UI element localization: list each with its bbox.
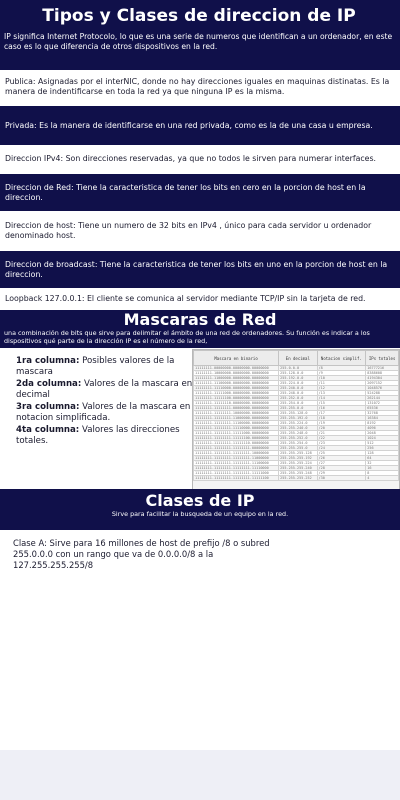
table-cell: 262144 [366, 396, 399, 401]
table-cell: 255.248.0.0 [279, 391, 317, 396]
table-cell: 255.255.255.252 [279, 476, 317, 481]
table-cell: /20 [317, 426, 366, 431]
column-3-desc: 3ra columna: Valores de la mascara en notacion simplificada. [16, 402, 191, 423]
table-cell: 11111111.11111111.00000000.00000000 [194, 406, 279, 411]
table-cell: 1024 [366, 436, 399, 441]
table-row [194, 426, 399, 431]
table-row [194, 396, 399, 401]
table-row [194, 451, 399, 456]
broadcast-row [0, 251, 400, 288]
loopback-row [0, 290, 400, 308]
table-cell: 2048 [366, 431, 399, 436]
table-cell: 255.255.255.224 [279, 461, 317, 466]
table-cell: 11111111.11111111.11111111.11000000 [194, 456, 279, 461]
table-cell: /8 [317, 366, 366, 371]
table-cell: /29 [317, 471, 366, 476]
table-cell: /23 [317, 441, 366, 446]
privada-row [0, 106, 400, 145]
table-cell: 131072 [366, 401, 399, 406]
table-cell: /16 [317, 406, 366, 411]
table-row [194, 376, 399, 381]
loopback-text: Loopback 127.0.0.1: El cliente se comunica al servidor mediante TCP/IP sin la tarjeta de red. [5, 294, 366, 303]
clases-header [0, 489, 400, 530]
table-cell: 255.255.128.0 [279, 411, 317, 416]
table-cell: 16777216 [366, 366, 399, 371]
table-cell: 128 [366, 451, 399, 456]
table-row [194, 441, 399, 446]
table-cell: /22 [317, 436, 366, 441]
table-cell: 11111111.11111111.11111110.00000000 [194, 441, 279, 446]
table-cell: 256 [366, 446, 399, 451]
table-row [194, 466, 399, 471]
table-row [194, 421, 399, 426]
table-cell: 64 [366, 456, 399, 461]
table-cell: 255.255.255.192 [279, 456, 317, 461]
table-row [194, 371, 399, 376]
table-cell: 512 [366, 441, 399, 446]
table-cell: 11111111.11111111.11110000.00000000 [194, 426, 279, 431]
table-cell: 11111111.11111111.11111111.11111000 [194, 471, 279, 476]
table-row [194, 391, 399, 396]
table-cell: 11111111.11110000.00000000.00000000 [194, 386, 279, 391]
table-cell: 11111111.11111111.11111100.00000000 [194, 436, 279, 441]
table-cell: 11111111.11111111.11000000.00000000 [194, 416, 279, 421]
table-cell: /26 [317, 456, 366, 461]
table-cell: 11111111.11111100.00000000.00000000 [194, 396, 279, 401]
table-cell: 255.224.0.0 [279, 381, 317, 386]
table-cell: 255.255.252.0 [279, 436, 317, 441]
table-cell: /25 [317, 451, 366, 456]
column-1-desc: 1ra columna: Posibles valores de la mascara [16, 356, 175, 377]
table-row [194, 436, 399, 441]
table-cell: 255.255.254.0 [279, 441, 317, 446]
table-cell: /13 [317, 391, 366, 396]
column-2-desc: 2da columna: Valores de la mascara en decimal [16, 379, 193, 400]
table-cell: 255.252.0.0 [279, 396, 317, 401]
clases-title: Clases de IP [145, 491, 255, 510]
table-cell: 11111111.11111111.11111111.00000000 [194, 446, 279, 451]
table-row [194, 461, 399, 466]
table-cell: /30 [317, 476, 366, 481]
table-row [194, 416, 399, 421]
mascaras-title: Mascaras de Red [123, 310, 277, 329]
table-row [194, 446, 399, 451]
table-cell: 11111111.11111111.11111111.11111100 [194, 476, 279, 481]
table-cell: 8388608 [366, 371, 399, 376]
table-cell: 8 [366, 471, 399, 476]
intro-text: IP significa Internet Protocolo, lo que es una serie de numeros que identifican a un ordenador, en este caso es lo que diferencia de otros dispositivos en la red. [4, 32, 393, 51]
table-header-row [194, 351, 399, 366]
table-cell: /10 [317, 376, 366, 381]
table-cell: 255.192.0.0 [279, 376, 317, 381]
ipv4-text: Direccion IPv4: Son direcciones reservadas, ya que no todos le sirven para numerar interfaces. [5, 154, 376, 163]
table-cell: /17 [317, 411, 366, 416]
publica-text: Publica: Asignadas por el interNIC, donde no hay direcciones iguales en maquinas distinatas. Es la manera de indentificarse en toda la red ya que ninguna IP es la misma. [5, 77, 390, 96]
table-cell: 11111111.11111111.11111000.00000000 [194, 431, 279, 436]
subnet-mask-table [192, 349, 400, 491]
table-cell: 11111111.11000000.00000000.00000000 [194, 376, 279, 381]
host-row [0, 216, 400, 246]
table-row [194, 381, 399, 386]
table-header: Mascara en binario [194, 351, 279, 366]
table-header: En decimal [279, 351, 317, 366]
table-row [194, 406, 399, 411]
mascaras-desc: una combinación de bits que sirve para delimitar el ámbito de una red de ordenadores. Su función es indicar a los dispositivos qué parte de la dirección IP es el número de la red, [4, 329, 370, 346]
table-cell: 4194304 [366, 376, 399, 381]
table-row [194, 401, 399, 406]
host-text: Direccion de host: Tiene un numero de 32 bits en IPv4 , único para cada servidor u ordenador denominado host. [5, 221, 372, 240]
table-cell: 255.255.255.240 [279, 466, 317, 471]
table-cell: 524288 [366, 391, 399, 396]
publica-row [0, 72, 400, 102]
table-cell: /9 [317, 371, 366, 376]
table-cell: /24 [317, 446, 366, 451]
mascaras-header [0, 310, 400, 348]
table-cell: /12 [317, 386, 366, 391]
table-cell: 11111111.00000000.00000000.00000000 [194, 366, 279, 371]
table-cell: 65536 [366, 406, 399, 411]
footer-band [0, 750, 400, 800]
table-row [194, 411, 399, 416]
table-header: IPs totales [366, 351, 399, 366]
table-row [194, 456, 399, 461]
column-descriptions [16, 356, 196, 448]
table-cell: /18 [317, 416, 366, 421]
table-cell: /19 [317, 421, 366, 426]
privada-text: Privada: Es la manera de identificarse en una red privada, como es la de una casa u empresa. [5, 120, 373, 130]
table-cell: 4 [366, 476, 399, 481]
table-cell: 16384 [366, 416, 399, 421]
table-cell: /27 [317, 461, 366, 466]
table-cell: 4096 [366, 426, 399, 431]
column-4-desc: 4ta columna: Valores las direcciones totales. [16, 425, 180, 446]
table-cell: 32768 [366, 411, 399, 416]
broadcast-text: Direccion de broadcast: Tiene la caracteristica de tener los bits en uno en la porcion de host en la direccion. [5, 259, 388, 279]
table-cell: 255.255.255.128 [279, 451, 317, 456]
table-cell: 11111111.10000000.00000000.00000000 [194, 371, 279, 376]
table-cell: /14 [317, 396, 366, 401]
table-cell: 8192 [366, 421, 399, 426]
table-cell: 255.255.192.0 [279, 416, 317, 421]
table-cell: 255.255.255.248 [279, 471, 317, 476]
red-row [0, 174, 400, 211]
table-cell: 255.255.240.0 [279, 426, 317, 431]
table-cell: 16 [366, 466, 399, 471]
table-cell: 255.0.0.0 [279, 366, 317, 371]
table-cell: 11111111.11111111.11111111.11100000 [194, 461, 279, 466]
table-cell: /15 [317, 401, 366, 406]
table-row [194, 471, 399, 476]
table-cell: 32 [366, 461, 399, 466]
table-cell: 11111111.11111000.00000000.00000000 [194, 391, 279, 396]
table-cell: 11111111.11111111.10000000.00000000 [194, 411, 279, 416]
red-text: Direccion de Red: Tiene la caracteristica de tener los bits en cero en la porcion de host en la direccion. [5, 182, 366, 202]
table-cell: 11111111.11100000.00000000.00000000 [194, 381, 279, 386]
table-cell: /11 [317, 381, 366, 386]
table-cell: 11111111.11111111.11111111.10000000 [194, 451, 279, 456]
table-cell: 255.255.0.0 [279, 406, 317, 411]
table-cell: /28 [317, 466, 366, 471]
table-cell: /21 [317, 431, 366, 436]
table-header: Notacion simplif. [317, 351, 366, 366]
table-cell: 255.240.0.0 [279, 386, 317, 391]
table-cell: 11111111.11111111.11111111.11110000 [194, 466, 279, 471]
table-cell: 11111111.11111111.11100000.00000000 [194, 421, 279, 426]
table-row [194, 386, 399, 391]
page-title: Tipos y Clases de direccion de IP [42, 6, 356, 26]
ipv4-row [0, 150, 400, 168]
table-row [194, 476, 399, 481]
table-cell: 255.255.224.0 [279, 421, 317, 426]
table-cell: 1048576 [366, 386, 399, 391]
clase-a-text: Clase A: Sirve para 16 millones de host de prefijo /8 o subred 255.0.0.0 con un rango que va de 0.0.0.0/8 a la 127.255.255.255/8 [13, 538, 270, 570]
table-cell: 255.255.248.0 [279, 431, 317, 436]
title-banner [0, 0, 400, 70]
table-row [194, 366, 399, 371]
table-cell: 11111111.11111110.00000000.00000000 [194, 401, 279, 406]
table-cell: 255.128.0.0 [279, 371, 317, 376]
table-cell: 255.255.255.0 [279, 446, 317, 451]
table-cell: 255.254.0.0 [279, 401, 317, 406]
table-cell: 2097152 [366, 381, 399, 386]
clases-subtitle: Sirve para facilitar la busqueda de un equipo en la red. [111, 510, 289, 518]
table-row [194, 431, 399, 436]
